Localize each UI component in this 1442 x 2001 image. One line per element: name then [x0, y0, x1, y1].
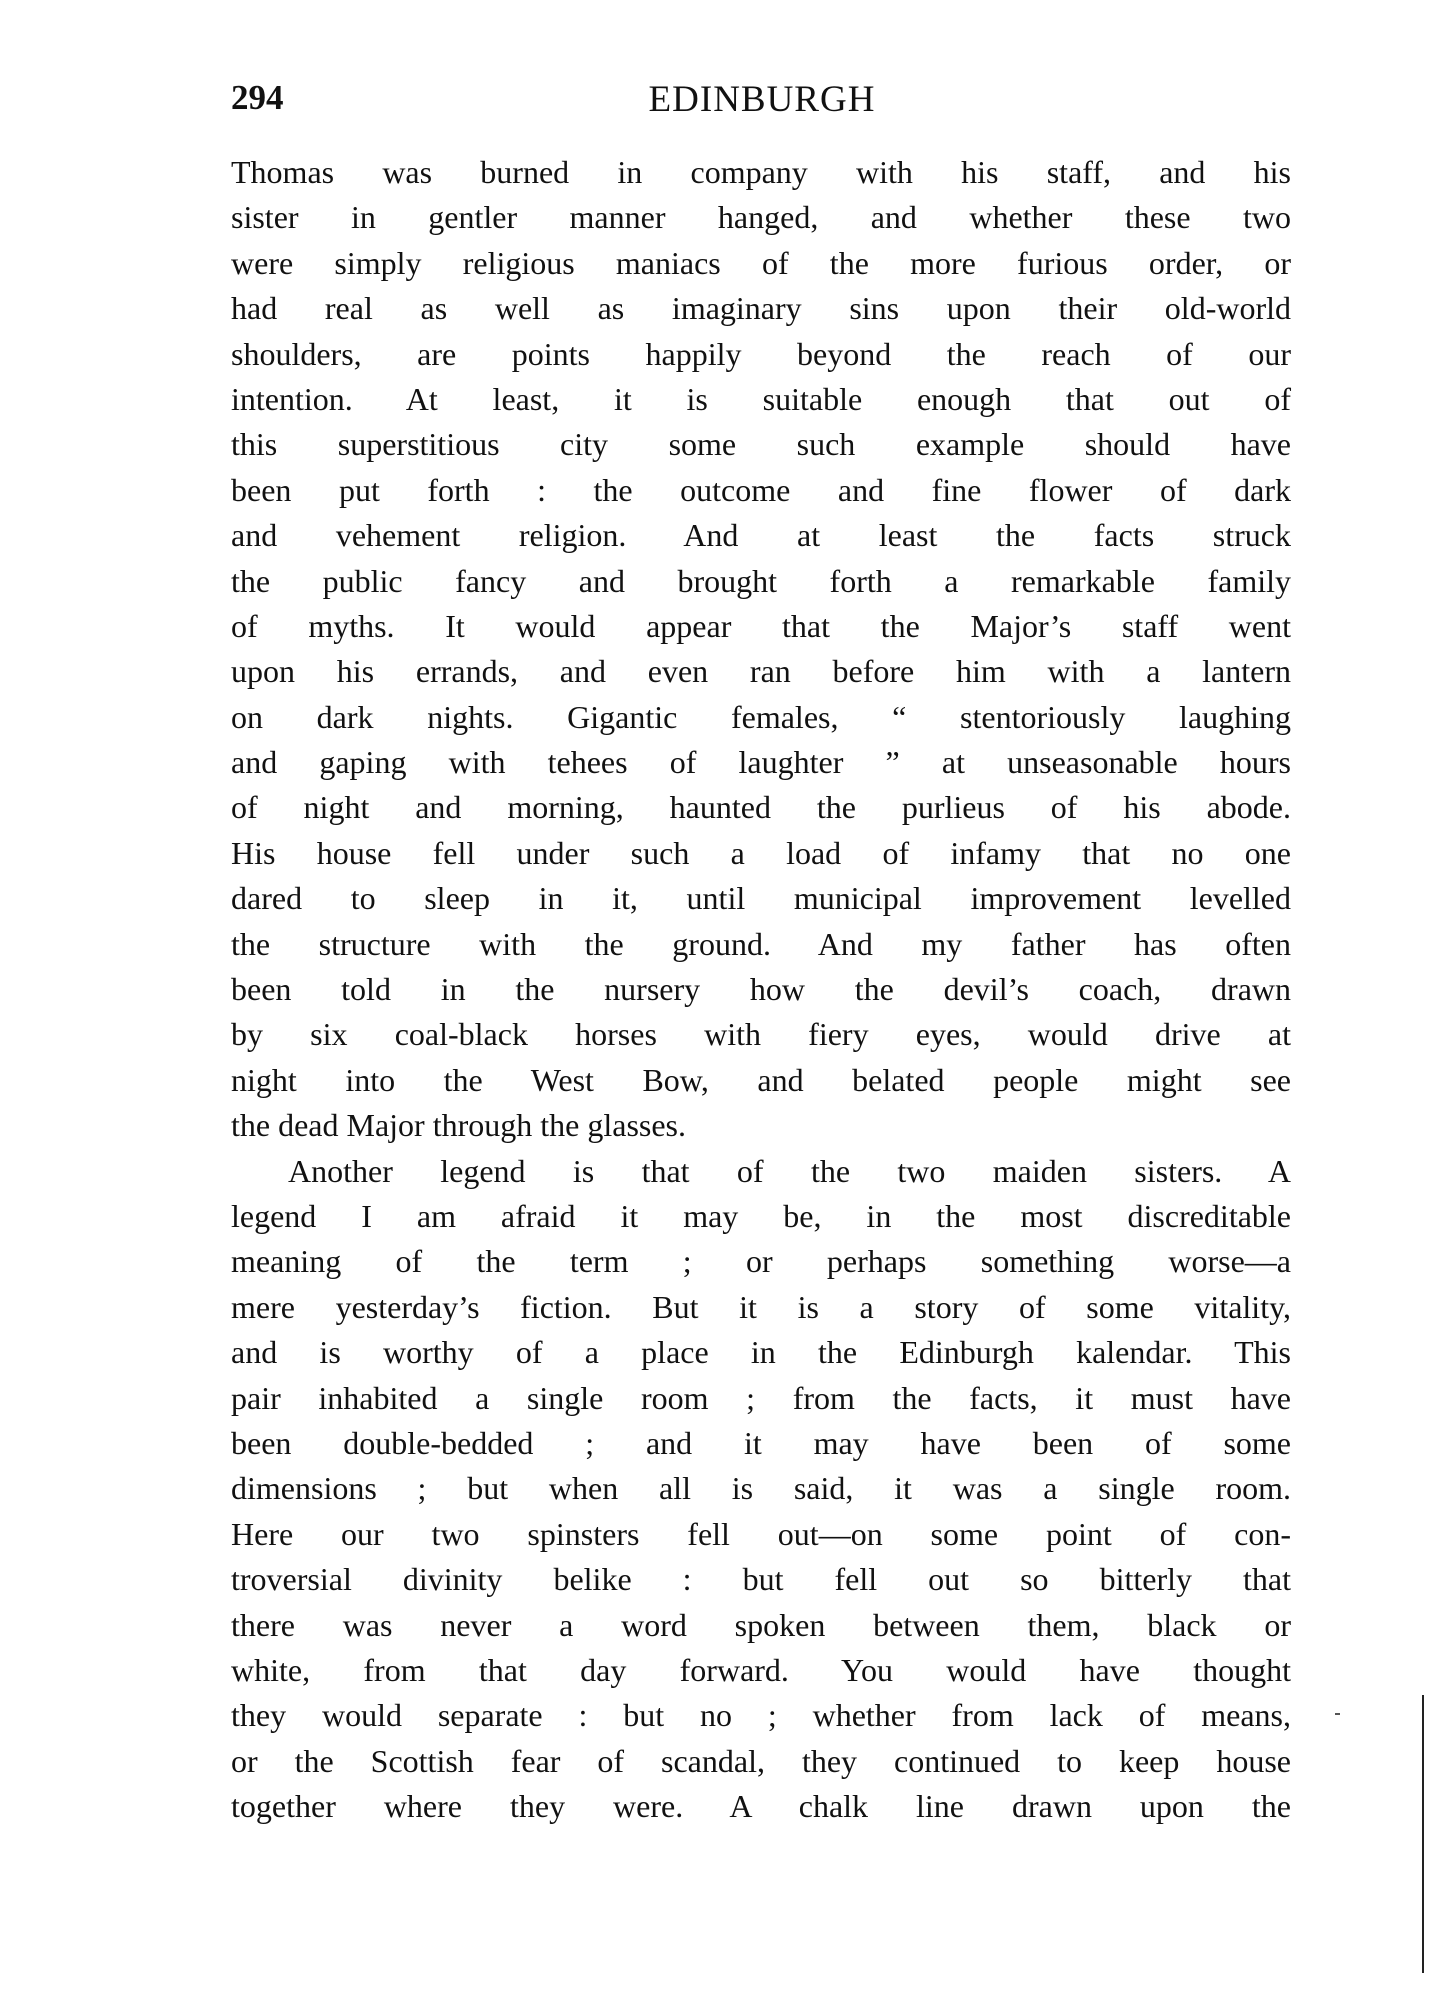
text-line: been double-bedded ; and it may have been of some	[231, 1424, 1291, 1461]
page-header	[231, 78, 1291, 122]
text-line: upon his errands, and even ran before him with a lantern	[231, 653, 1291, 690]
text-line: been put forth : the outcome and fine flower of dark	[231, 471, 1291, 508]
text-line: been told in the nursery how the devil’s coach, drawn	[231, 971, 1291, 1008]
text-line: the structure with the ground. And my father has often	[231, 925, 1291, 962]
text-line: and vehement religion. And at least the facts struck	[231, 517, 1291, 554]
text-line: intention. At least, it is suitable enough that out of	[231, 380, 1291, 417]
text-line: this superstitious city some such example should have	[231, 426, 1291, 463]
text-line: the public fancy and brought forth a remarkable family	[231, 562, 1291, 599]
page-number: 294	[231, 78, 284, 117]
text-line: meaning of the term ; or perhaps something worse—a	[231, 1243, 1291, 1280]
text-line: of myths. It would appear that the Major’s staff went	[231, 607, 1291, 644]
text-line: sister in gentler manner hanged, and whether these two	[231, 199, 1291, 236]
page-body-text	[231, 150, 1291, 1829]
text-line: had real as well as imaginary sins upon their old-world	[231, 290, 1291, 327]
text-line: on dark nights. Gigantic females, “ stentoriously laughing	[231, 698, 1291, 735]
text-line: dimensions ; but when all is said, it was a single room.	[231, 1470, 1291, 1507]
text-line: pair inhabited a single room ; from the facts, it must have	[231, 1379, 1291, 1416]
text-line: white, from that day forward. You would have thought	[231, 1651, 1291, 1688]
text-line: legend I am afraid it may be, in the most discreditable	[231, 1197, 1291, 1234]
text-line: dared to sleep in it, until municipal improvement levelled	[231, 880, 1291, 917]
running-title: EDINBURGH	[648, 79, 876, 120]
text-line: His house fell under such a load of infamy that no one	[231, 834, 1291, 871]
text-line: or the Scottish fear of scandal, they continued to keep house	[231, 1742, 1291, 1779]
text-line: mere yesterday’s fiction. But it is a story of some vitality,	[231, 1288, 1291, 1325]
text-line: Thomas was burned in company with his staff, and his	[231, 154, 1291, 190]
text-line: Here our two spinsters fell out—on some point of con-	[231, 1515, 1291, 1552]
text-line: there was never a word spoken between them, black or	[231, 1606, 1291, 1643]
scan-mark	[1335, 1713, 1340, 1715]
text-line: and is worthy of a place in the Edinburgh kalendar. This	[231, 1334, 1291, 1371]
text-line: the dead Major through the glasses.	[231, 1107, 686, 1144]
scan-edge-line	[1422, 1695, 1424, 1973]
text-line: they would separate : but no ; whether from lack of means,	[231, 1697, 1291, 1734]
text-line: troversial divinity belike : but fell out so bitterly that	[231, 1561, 1291, 1598]
text-line: Another legend is that of the two maiden sisters. A	[288, 1152, 1291, 1189]
text-line: were simply religious maniacs of the more furious order, or	[231, 244, 1291, 281]
text-line: night into the West Bow, and belated people might see	[231, 1061, 1291, 1098]
text-line: by six coal-black horses with fiery eyes, would drive at	[231, 1016, 1291, 1053]
text-line: shoulders, are points happily beyond the reach of our	[231, 335, 1291, 372]
text-line: of night and morning, haunted the purlieus of his abode.	[231, 789, 1291, 826]
text-line: together where they were. A chalk line drawn upon the	[231, 1788, 1291, 1825]
text-line: and gaping with tehees of laughter ” at unseasonable hours	[231, 744, 1291, 781]
